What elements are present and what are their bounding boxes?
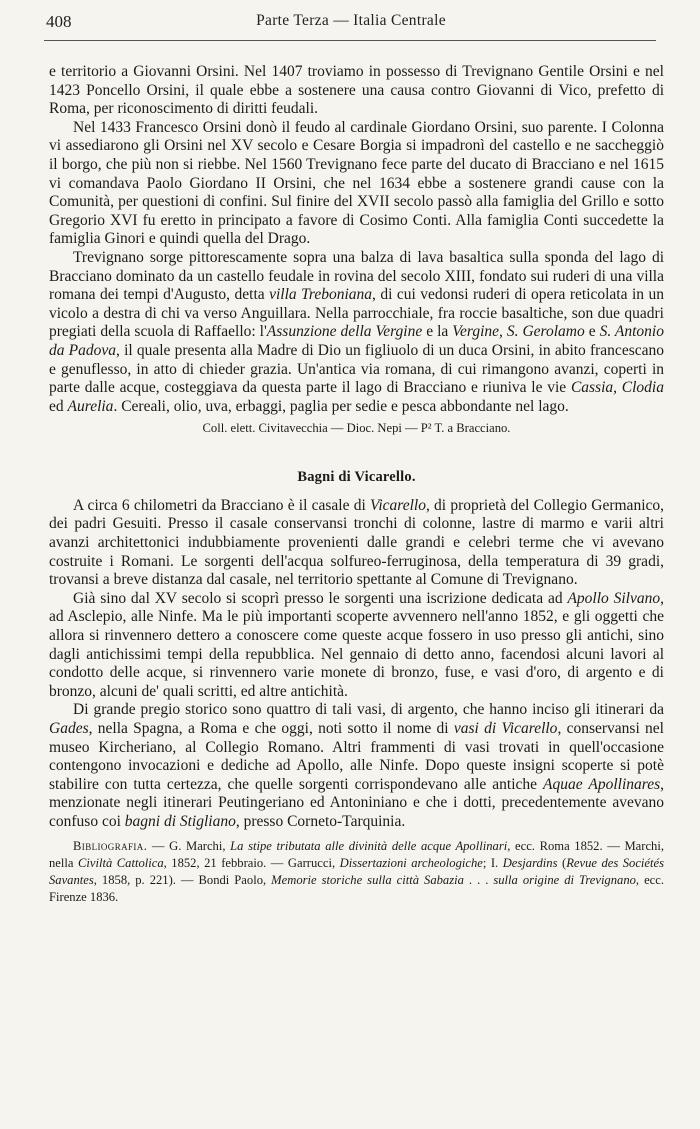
paragraph-vicarello-1 <box>49 497 664 590</box>
text-run: Trevignano sorge pittorescamente sopra una balza di lava basaltica sulla sponda del lago di Bracciano dominato da un castello feudale in rovina del secolo XIII, fondato sui ruderi di una villa romana dei tempi d'Augusto, detta <box>49 248 664 304</box>
text-run: , 1852, 21 febbraio. — Garrucci, <box>163 855 340 870</box>
text-run: Di grande pregio storico sono quattro di tali vasi, di argento, che hanno inciso gli itinerari da <box>73 701 664 719</box>
italic-run: Aurelia <box>67 397 114 415</box>
italic-run: Apollo Silvano <box>567 589 661 607</box>
text-run: — G. Marchi, <box>147 838 231 853</box>
page-number: 408 <box>46 12 72 31</box>
italic-run: Revue des Sociétés Savantes <box>49 855 665 887</box>
text-run: ( <box>557 855 567 870</box>
text-run: , 1858, p. 221). — Bondi Paolo, <box>93 872 272 887</box>
italic-run: Civiltà Cattolica <box>77 855 164 870</box>
italic-run: Vicarello <box>370 496 426 514</box>
italic-run: sulla origine di Trevignano <box>493 872 636 887</box>
italic-run: vasi di Vicarello <box>453 720 558 737</box>
text-run: A circa 6 chilometri da Bracciano è il casale di <box>73 496 370 514</box>
text-run: , menzionate negli itinerari Peutingeriano ed Antoniniano e che i dotti, precedentemente avevano confuso coi <box>49 775 664 830</box>
italic-run: Desjardins <box>502 855 558 870</box>
text-run: e <box>584 323 600 341</box>
text-run: , di proprietà del Collegio Germanico, dei padri Gesuiti. Presso il casale conservansi tronchi di colonne, lastre di marmo e varii altri avanzi architettonici indubbiamente provenienti dalle grandi e celebri terme che vi avevano costruite i Romani. Le sorgenti dell'acqua solfureo-ferruginosa, della temperatura di 39 gradi, trovansi a breve distanza dal casale, nel territorio spettante al Comune di Trevignano. <box>49 496 664 589</box>
bibliography-label: Bibliografia. <box>73 838 148 853</box>
page-body <box>49 63 664 906</box>
text-run: , nella Spagna, a Roma e che oggi, noti sotto il nome di <box>88 720 454 737</box>
bibliography <box>49 838 664 906</box>
text-run: , presso Corneto-Tarquinia. <box>235 812 406 830</box>
paragraph-trevignano-description <box>49 249 664 416</box>
italic-run: S. Antonio da Padova <box>49 323 664 359</box>
italic-run: villa Treboniana <box>269 286 373 304</box>
header-rule <box>44 40 656 41</box>
text-run: , ecc. Firenze 1836. <box>49 872 664 904</box>
italic-run: Cassia, Clodia <box>570 379 664 397</box>
italic-run: Gades <box>49 720 89 737</box>
text-run: e la <box>422 323 453 341</box>
text-run: , di cui vedonsi ruderi di opera reticolata in un vicolo a destra di chi va verso Anguillara. Nella parrocchiale, fra roccie basaltiche, son due quadri pregiati della scuola di Raffaello: l' <box>49 286 664 341</box>
text-run: , conservansi nel museo Kircheriano, al Collegio Romano. Altri frammenti di vasi trovati in quell'occasione contengono invocazioni e dediche ad Apollo, alle Ninfe. Dopo queste insigni scoperte si potè stabilire con tutta certezza, che quelle sorgenti corrispondevano alle antiche <box>49 720 664 793</box>
italic-run: Assunzione della Vergine <box>266 323 423 341</box>
italic-run: La stipe tributata alle divinità delle acque Apollinari <box>230 838 508 853</box>
text-run: , il quale presenta alla Madre di Dio un figliuolo di un duca Orsini, in abito francescano e genuflesso, in atto di chieder grazia. Un'antica via romana, di cui rimangono avanzi, coperti in parte dalle acque, costeggiava da questa parte il lago di Bracciano e riuniva le vie <box>49 341 664 397</box>
section-title: Bagni di Vicarello. <box>297 469 416 486</box>
italic-run: bagni di Stigliano <box>124 812 236 830</box>
text-run: Già sino dal XV secolo si scoprì presso le sorgenti una iscrizione dedicata ad <box>73 589 568 607</box>
italic-run: Memorie storiche sulla città Sabazia <box>271 872 464 887</box>
text-run: . . . <box>463 872 494 887</box>
italic-run: Aquae Apollinares <box>543 775 661 793</box>
administrative-note: Coll. elett. Civitavecchia — Dioc. Nepi — P² T. a Bracciano. <box>202 421 511 436</box>
text-run: , ad Asclepio, alle Ninfe. Ma le più importanti scoperte avvennero nell'anno 1852, e gli oggetti che allora si rinvennero dettero a conoscere come queste acque fossero in uso presso gli antichi, sino dagli antichissimi tempi della repubblica. Nel gennaio di detto anno, facendosi alcuni lavori al condotto delle acque, si rinvennero varie monete di bronzo, fuse, e vasi d'oro, di argento e di bronzo, alcuni de' quali scritti, ed altre antichità. <box>49 589 664 700</box>
italic-run: Vergine, S. Gerolamo <box>452 323 585 341</box>
text-run: , ecc. Roma 1852. — Marchi, nella <box>49 838 665 870</box>
text-run: . Cereali, olio, uva, erbaggi, paglia per sedie e pesca abbondante nel lago. <box>113 397 569 415</box>
text-run: ; I. <box>482 855 503 870</box>
paragraph-trevignano-history-1: e territorio a Giovanni Orsini. Nel 1407 troviamo in possesso di Trevignano Gentile Orsini e nel 1423 Poncello Orsini, il quale ebbe a sostenere una causa contro Giovanni di Vico, prefetto di Roma, per riconoscimento di diritti feudali. <box>49 63 664 118</box>
page-header <box>46 12 656 38</box>
italic-run: Dissertazioni archeologiche <box>339 855 483 870</box>
text-run: ed <box>49 397 68 415</box>
paragraph-vicarello-2 <box>49 590 664 702</box>
paragraph-trevignano-history-2: Nel 1433 Francesco Orsini donò il feudo al cardinale Giordano Orsini, suo parente. I Colonna vi assediarono gli Orsini nel XV secolo e Cesare Borgia si impadronì del castello e ne saccheggiò il borgo, che più non si riebbe. Nel 1560 Trevignano fece parte del ducato di Bracciano e nel 1615 vi comandava Paolo Giordano II Orsini, che nel 1634 ebbe a sostenere grandi cause con la Comunità, per questioni di confini. Sul finire del XVII secolo passò alla famiglia del Grillo e sotto Gregorio XVI fu eretto in principato a favore di Cosimo Conti. Alla famiglia Conti succedette la famiglia Ginori e quindi quella del Drago. <box>49 118 664 248</box>
paragraph-vicarello-3 <box>49 701 664 831</box>
running-head: Parte Terza — Italia Centrale <box>256 12 446 29</box>
